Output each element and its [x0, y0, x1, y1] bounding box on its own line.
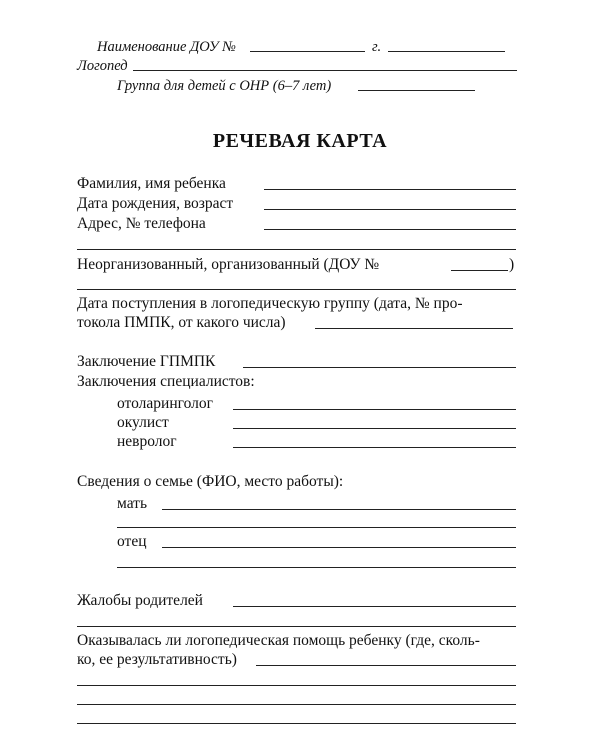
- speech-therapist-field[interactable]: [133, 70, 517, 71]
- family-info-label: Сведения о семье (ФИО, место работы):: [77, 473, 344, 490]
- gpmpk-field[interactable]: [243, 367, 516, 368]
- dou-name-field[interactable]: [250, 51, 365, 52]
- address-label: Адрес, № телефона: [77, 215, 206, 232]
- oculist-label: окулист: [117, 414, 169, 431]
- complaints-label: Жалобы родителей: [77, 592, 203, 609]
- organized-label: Неорганизованный, организованный (ДОУ №: [77, 256, 380, 273]
- mother-extra-line[interactable]: [117, 527, 516, 528]
- city-label: г.: [372, 39, 382, 55]
- neurologist-field[interactable]: [233, 447, 516, 448]
- child-name-label: Фамилия, имя ребенка: [77, 175, 226, 192]
- otolaryngologist-label: отоларинголог: [117, 395, 213, 412]
- specialists-label: Заключения специалистов:: [77, 373, 255, 390]
- neurologist-label: невролог: [117, 433, 177, 450]
- speech-help-extra-line-3[interactable]: [77, 723, 516, 724]
- speech-help-field[interactable]: [256, 665, 516, 666]
- speech-help-label-line2: ко, ее результативность): [77, 651, 237, 668]
- admission-field[interactable]: [315, 328, 513, 329]
- group-field[interactable]: [358, 90, 475, 91]
- organized-close-paren: ): [509, 256, 515, 273]
- complaints-extra-line[interactable]: [77, 626, 516, 627]
- speech-help-label-line1: Оказывалась ли логопедическая помощь ребенку (где, сколь-: [77, 632, 480, 649]
- speech-help-extra-line-1[interactable]: [77, 685, 516, 686]
- otolaryngologist-field[interactable]: [233, 409, 516, 410]
- father-extra-line[interactable]: [117, 567, 516, 568]
- father-label: отец: [117, 533, 147, 550]
- birth-date-label: Дата рождения, возраст: [77, 195, 234, 212]
- address-extra-line[interactable]: [77, 249, 516, 250]
- gpmpk-label: Заключение ГПМПК: [77, 353, 216, 370]
- organized-extra-line[interactable]: [77, 289, 516, 290]
- mother-label: мать: [117, 495, 148, 512]
- page-title: РЕЧЕВАЯ КАРТА: [212, 130, 388, 152]
- dou-number-field[interactable]: [451, 270, 508, 271]
- speech-help-extra-line-2[interactable]: [77, 704, 516, 705]
- admission-label-line2: токола ПМПК, от какого числа): [77, 314, 286, 331]
- birth-date-field[interactable]: [264, 209, 516, 210]
- city-field[interactable]: [388, 51, 505, 52]
- dou-name-label: Наименование ДОУ №: [97, 39, 236, 55]
- admission-label-line1: Дата поступления в логопедическую группу (дата, № про-: [77, 295, 463, 312]
- father-field[interactable]: [162, 547, 516, 548]
- address-field[interactable]: [264, 229, 516, 230]
- complaints-field[interactable]: [233, 606, 516, 607]
- group-label: Группа для детей с ОНР (6–7 лет): [117, 78, 332, 94]
- oculist-field[interactable]: [233, 428, 516, 429]
- child-name-field[interactable]: [264, 189, 516, 190]
- mother-field[interactable]: [162, 509, 516, 510]
- speech-therapist-label: Логопед: [77, 58, 128, 74]
